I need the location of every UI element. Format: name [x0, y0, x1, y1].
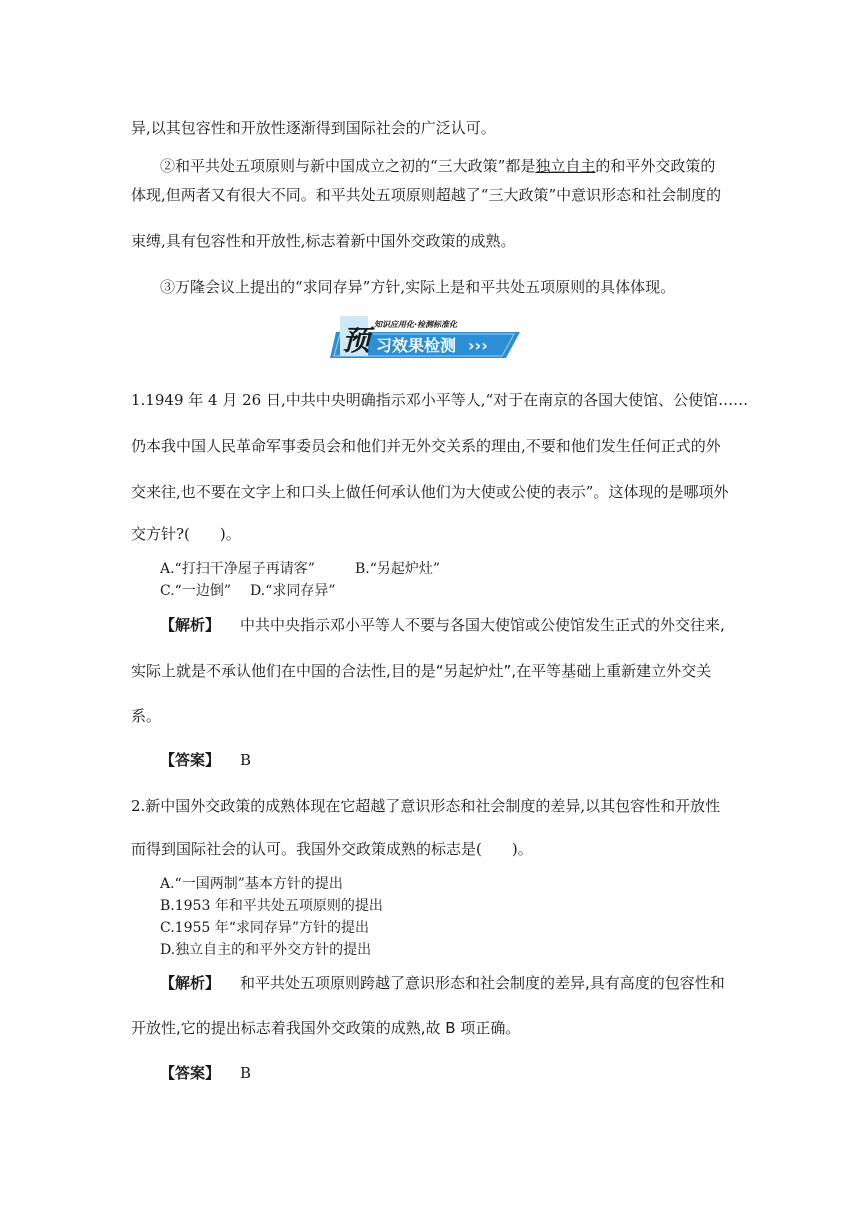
q2-line-1: 2.新中国外交政策的成熟体现在它超越了意识形态和社会制度的差异,以其包容性和开放性 [131, 797, 721, 815]
q2-option-b: B.1953 年和平共处五项原则的提出 [160, 898, 383, 914]
q1-analysis-line-2: 实际上就是不承认他们在中国的合法性,目的是“另起炉灶”,在平等基础上重新建立外交关 [131, 662, 712, 680]
q1-analysis-line-3: 系。 [131, 707, 162, 725]
q1-line-2: 仍本我中国人民革命军事委员会和他们并无外交关系的理由,不要和他们发生任何正式的外 [131, 437, 721, 455]
banner-graphic [330, 314, 526, 360]
intro-p2-underline: 独立自主 [535, 157, 596, 175]
q1-answer-value: B [240, 751, 252, 769]
intro-p2-line-2: 体现,但两者又有很大不同。和平共处五项原则超越了“三大政策”中意识形态和社会制度的 [131, 186, 722, 204]
q1-option-d: D.“求同存异” [250, 583, 336, 599]
intro-p2-line-3: 束缚,具有包容性和开放性,标志着新中国外交政策的成熟。 [131, 232, 516, 250]
intro-p2-pre: ②和平共处五项原则与新中国成立之初的“三大政策”都是 [160, 157, 536, 175]
q2-analysis-text-1: 和平共处五项原则跨越了意识形态和社会制度的差异,具有高度的包容性和 [240, 974, 725, 992]
q1-analysis-text-1: 中共中央指示邓小平等人不要与各国大使馆或公使馆发生正式的外交往来, [240, 616, 725, 634]
q2-analysis-tag: 【解析】 [160, 974, 221, 992]
q2-answer-value: B [240, 1064, 252, 1082]
q1-line-3: 交来往,也不要在文字上和口头上做任何承认他们为大使或公使的表示”。这体现的是哪项外 [131, 483, 729, 501]
intro-paragraph-2 [160, 156, 715, 176]
intro-line-1: 异,以其包容性和开放性逐渐得到国际社会的广泛认可。 [131, 119, 496, 137]
banner-subtitle: 知识应用化·检测标准化 [374, 320, 458, 329]
q2-answer-tag: 【答案】 [160, 1064, 221, 1082]
q2-option-a: A.“一国两制”基本方针的提出 [160, 876, 343, 892]
q1-analysis-line-1 [160, 615, 725, 635]
q1-answer-tag: 【答案】 [160, 751, 221, 769]
q2-line-2: 而得到国际社会的认可。我国外交政策成熟的标志是( )。 [131, 840, 533, 858]
q2-answer [160, 1063, 251, 1083]
section-banner [330, 314, 526, 360]
q1-line-1: 1.1949 年 4 月 26 日,中共中央明确指示邓小平等人,“对于在南京的各国大使馆、公使馆…… [131, 391, 749, 409]
q2-option-d: D.独立自主的和平外交方针的提出 [160, 942, 372, 958]
banner-seal: 预 [342, 324, 371, 357]
q1-analysis-tag: 【解析】 [160, 616, 221, 634]
intro-paragraph-3: ③万隆会议上提出的“求同存异”方针,实际上是和平共处五项原则的具体体现。 [160, 278, 676, 296]
q1-line-4: 交方针?( )。 [131, 525, 241, 543]
q1-option-c: C.“一边倒” [160, 583, 231, 599]
q2-analysis-line-1 [160, 973, 725, 993]
intro-p2-post: 的和平外交政策的 [595, 157, 716, 175]
q1-option-b: B.“另起炉灶” [355, 561, 441, 577]
banner-arrows: ››› [468, 336, 488, 355]
q1-answer [160, 750, 251, 770]
q1-option-a: A.“打扫干净屋子再请客” [160, 561, 315, 577]
q2-option-c: C.1955 年“求同存异”方针的提出 [160, 920, 370, 936]
q2-analysis-line-2: 开放性,它的提出标志着我国外交政策的成熟,故 B 项正确。 [131, 1019, 521, 1037]
banner-title: 习效果检测 [376, 336, 457, 355]
